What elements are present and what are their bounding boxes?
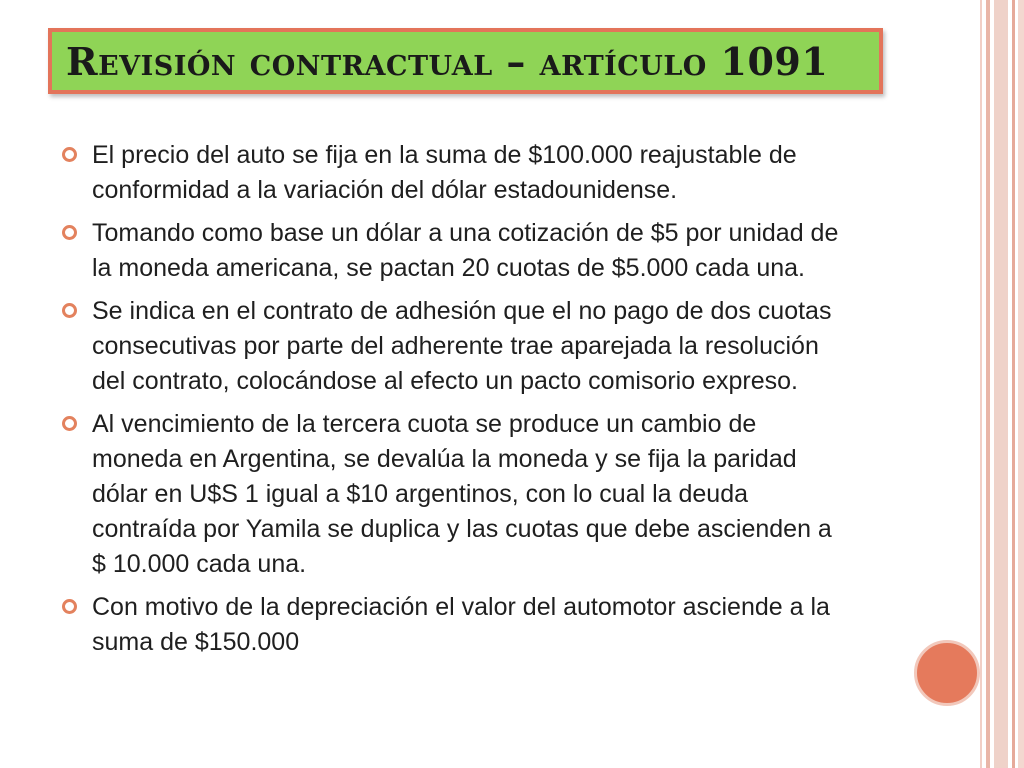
circle-bullet-icon [62, 303, 77, 318]
bullet-text: Tomando como base un dólar a una cotización de $5 por unidad de la moneda americana, se pactan 20 cuotas de $5.000 cada una. [92, 219, 839, 282]
bullet-text: Al vencimiento de la tercera cuota se produce un cambio de moneda en Argentina, se devalúa la moneda y se fija la paridad dólar en U$S 1 igual a $10 argentinos, con lo cual la deuda contraída por Yamila se duplica y las cuotas que debe ascienden a $ 10.000 cada una. [92, 410, 832, 578]
bullet-item [62, 294, 962, 399]
stripe [980, 0, 982, 768]
circle-bullet-icon [62, 225, 77, 240]
circle-bullet-icon [62, 599, 77, 614]
bullet-text: El precio del auto se fija en la suma de $100.000 reajustable de conformidad a la variación del dólar estadounidense. [92, 141, 797, 204]
slide-title: Revisión contractual – artículo 1091 [66, 38, 829, 84]
stripe [1018, 0, 1024, 768]
circle-bullet-icon [62, 416, 77, 431]
bullet-item [62, 138, 962, 208]
circle-bullet-icon [62, 147, 77, 162]
decorative-side-stripes [980, 0, 1024, 768]
decorative-circle [914, 640, 980, 706]
stripe [986, 0, 990, 768]
bullet-item [62, 216, 962, 286]
bullet-text: Se indica en el contrato de adhesión que el no pago de dos cuotas consecutivas por parte del adherente trae aparejada la resolución del contrato, colocándose al efecto un pacto comisorio expreso. [92, 297, 832, 395]
bullet-list [62, 138, 962, 668]
bullet-item [62, 590, 962, 660]
stripe [994, 0, 1008, 768]
slide-title-box [48, 28, 883, 94]
bullet-item [62, 407, 962, 582]
bullet-text: Con motivo de la depreciación el valor del automotor asciende a la suma de $150.000 [92, 593, 830, 656]
stripe [1012, 0, 1015, 768]
